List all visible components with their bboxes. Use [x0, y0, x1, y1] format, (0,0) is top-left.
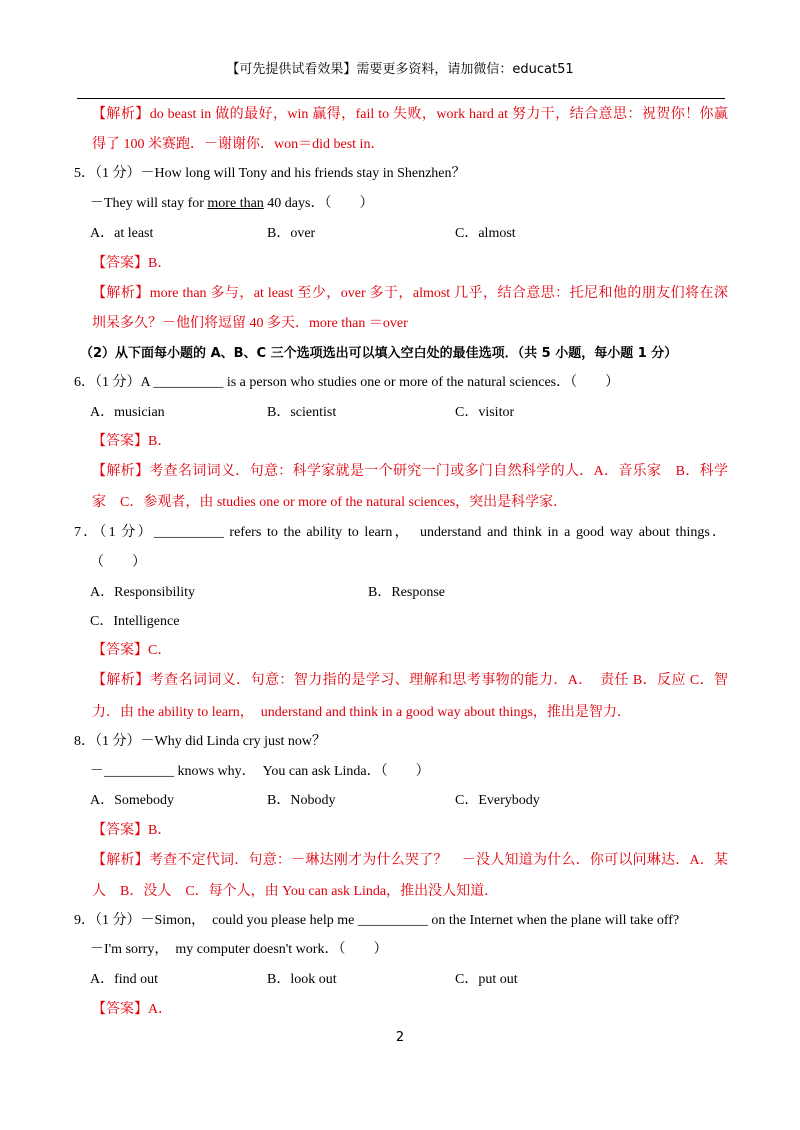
q9-option-a: A．find out [90, 972, 159, 987]
page-number: 2 [395, 1030, 405, 1045]
q5-line2 [90, 194, 373, 214]
q5-analysis-line1: 【解析】more than 多与，at least 至少，over 多于，almost 几乎，结合意思：托尼和他的朋友们将在深 [92, 286, 728, 301]
q8-analysis-line1: 【解析】考查不定代词．句意：－琳达刚才为什么哭了？ －没人知道为什么．你可以问琳达．A．某 [92, 853, 728, 868]
q5-option-a: A．at least [90, 226, 154, 241]
q5-line2-post: 40 days．（ ） [263, 196, 374, 211]
q8-line2: －__________ knows why． You can ask Linda．（ ） [90, 764, 430, 779]
q6-option-a: A．musician [90, 405, 165, 420]
q6-stem: 6．（1 分）A __________ is a person who studies one or more of the natural sciences．（ ） [74, 375, 620, 390]
q8-option-c: C．Everybody [455, 793, 540, 808]
q6-analysis-line2: 家 C．参观者，由 studies one or more of the natural sciences，突出是科学家． [92, 495, 568, 510]
q6-option-c: C．visitor [455, 405, 515, 420]
q7-analysis-line1: 【解析】考查名词词义．句意：智力指的是学习、理解和思考事物的能力．A． 责任 B．反应 C．智 [92, 673, 728, 688]
q5-analysis-line2: 圳呆多久？－他们将逗留 40 多天．more than ＝over [92, 316, 408, 331]
q9-option-b: B．look out [267, 972, 337, 987]
q5-line2-pre: －They will stay for [90, 196, 208, 211]
q8-analysis-line2: 人 B．没人 C．每个人，由 You can ask Linda，推出没人知道． [92, 884, 499, 899]
q7-option-a: A．Responsibility [90, 585, 196, 600]
q5-answer: 【答案】B． [92, 256, 172, 271]
q8-answer: 【答案】B． [92, 823, 172, 838]
q5-option-b: B．over [267, 226, 316, 241]
q4-analysis-line1: 【解析】do beast in 做的最好，win 赢得，fail to 失败，work hard at 努力干，结合意思：祝贺你！你赢 [92, 107, 728, 122]
q7-stem-line2: （ ） [90, 555, 146, 570]
q7-option-c: C．Intelligence [90, 614, 180, 629]
q5-underlined-phrase: more than [207, 196, 264, 211]
q6-analysis-line1: 【解析】考查名词词义．句意：科学家就是一个研究一门或多门自然科学的人．A．音乐家 B．科学 [92, 464, 728, 479]
q9-line2: －I'm sorry， my computer doesn't work．（ ） [90, 942, 388, 957]
section2-title: （2）从下面每小题的 A、B、C 三个选项选出可以填入空白处的最佳选项．（共 5 小题，每小题 1 分） [80, 346, 678, 361]
q7-stem: 7．（1 分）__________ refers to the ability to learn， understand and think in a good way about things． [74, 525, 726, 540]
q9-option-c: C．put out [455, 972, 518, 987]
q9-answer: 【答案】A． [92, 1002, 173, 1017]
q7-analysis-line2: 力．由 the ability to learn， understand and think in a good way about things，推出是智力． [92, 705, 631, 720]
q6-answer: 【答案】B． [92, 434, 172, 449]
q5-option-c: C．almost [455, 226, 516, 241]
q7-answer: 【答案】C． [92, 643, 172, 658]
page-header: 【可先提供试看效果】需要更多资料，请加微信：educat51 [226, 62, 574, 77]
q8-stem: 8．（1 分）－Why did Linda cry just now？ [74, 734, 326, 749]
q8-option-b: B．Nobody [267, 793, 336, 808]
header-divider [77, 98, 725, 99]
q6-option-b: B．scientist [267, 405, 337, 420]
q7-option-b: B．Response [368, 585, 445, 600]
q4-analysis-line2: 得了 100 米赛跑．－谢谢你．won＝did best in． [92, 137, 385, 152]
q8-option-a: A．Somebody [90, 793, 174, 808]
q5-stem: 5．（1 分）－How long will Tony and his friends stay in Shenzhen？ [74, 166, 466, 181]
q9-stem: 9．（1 分）－Simon， could you please help me __________ on the Internet when the plane will take off? [74, 913, 680, 928]
